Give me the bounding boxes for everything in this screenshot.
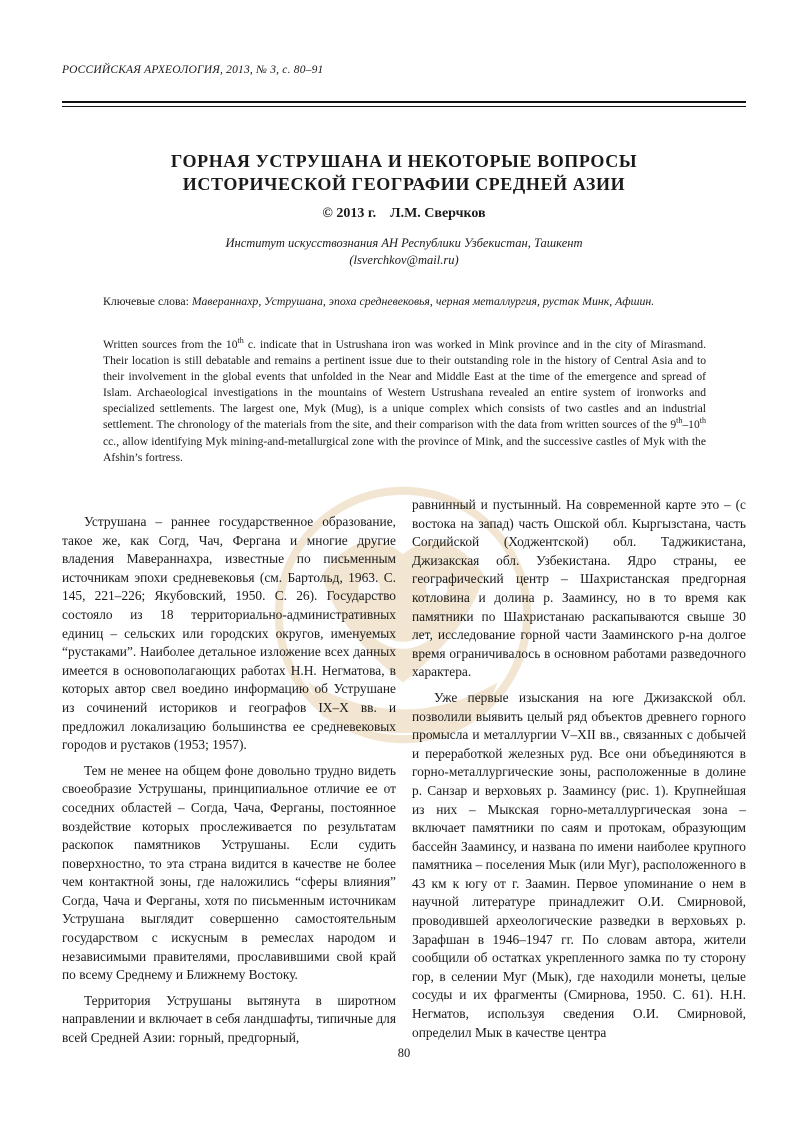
abstract-part-4: cc., allow identifying Myk mining-and-metallurgical zone with the province of Mink, and the successive castles of Myk with the Afshin’s fortress. bbox=[103, 434, 706, 464]
body-column-right bbox=[412, 496, 746, 1049]
abstract-sup-2: th bbox=[676, 416, 683, 426]
body-paragraph: Территория Уструшаны вытянута в широтном направлении и включает в себя ландшафты, типичные для всей Средней Азии: горный, предгорный, bbox=[62, 992, 396, 1046]
author-email[interactable]: (lsverchkov@mail.ru) bbox=[349, 253, 459, 267]
title-line-1: ГОРНАЯ УСТРУШАНА И НЕКОТОРЫЕ ВОПРОСЫ bbox=[170, 151, 638, 171]
keywords-label: Ключевые слова: bbox=[103, 294, 189, 308]
page-number: 80 bbox=[397, 1046, 411, 1060]
keywords bbox=[103, 293, 706, 309]
author-name: Л.М. Сверчков bbox=[390, 206, 486, 221]
abstract bbox=[103, 337, 706, 466]
abstract-part-3: –10 bbox=[682, 418, 700, 432]
abstract-sup-3: th bbox=[699, 416, 706, 426]
body-paragraph: Уструшана – раннее государственное образование, такое же, как Согд, Чач, Фергана и многие другие владения Мавераннахра, известные по письменным источникам эпохи средневековья (см. Бартольд, 1963. С. 145, 221–226; Якубовский, 1950. С. 26). Государство состояло из 18 территориально-административных единиц – сельских или городских округов, именуемых “рустаками”. Наиболее детальное изложение всех данных имеется в основополагающих работах Н.Н. Негматова, в которых автор свел воедино информацию об Уструшане из сочинений историков и географов IX–X вв. и предложил локализацию большинства ее средневековых городов и рустаков (1953; 1957). bbox=[62, 514, 396, 753]
keywords-text: Мавераннахр, Уструшана, эпоха средневековья, черная металлургия, рустак Минк, Афшин. bbox=[191, 294, 655, 308]
article-title bbox=[62, 150, 746, 196]
header-rule-thin bbox=[62, 106, 746, 107]
abstract-sup-1: th bbox=[237, 336, 244, 346]
body-paragraph: Уже первые изыскания на юге Джизакской обл. позволили выявить целый ряд объектов древнего горного промысла и металлургии V–XII вв., связанных с добычей и переработкой железных руд. Все они объединяются в горно-металлургические зоны, расположенные в долине р. Санзар и верховьях р. Зааминсу (рис. 1). Крупнейшая из них – Мыкская горно-металлургическая зона – включает памятники по саям и протокам, образующим бассейн Зааминсу, и названа по имени наиболее крупного памятника – поселения Мык (или Муг), расположенного в 43 км к югу от г. Заамин. Первое упоминание о нем в научной литературе принадлежит О.И. Смирновой, проводившей археологические разведки в верховьях р. Зарафшан в 1946–1947 гг. По словам автора, жители сообщили об остатках укрепленного замка по ту сторону гор, в селении Муг (Мык), где находили монеты, целые сосуды и их фрагменты (Смирнова, 1950. С. 61). Н.Н. Негматов, используя сведения О.И. Смирновой, определил Мык в качестве центра bbox=[412, 689, 746, 1040]
header-rule-thick bbox=[62, 101, 746, 103]
title-line-2: ИСТОРИЧЕСКОЙ ГЕОГРАФИИ СРЕДНЕЙ АЗИИ bbox=[182, 174, 626, 194]
body-paragraph: равнинный и пустынный. На современной карте это – (с востока на запад) часть Ошской обл. Кыргызстана, часть Согдийской (Ходжентской) обл. Таджикистана, Джизакская обл. Узбекистана. Ядро страны, ее географический центр – Шахристанская предгорная котловина и долина р. Зааминсу, но в то время как памятники по Шахристанаю раскапываются свыше 30 лет, исследование горной части Зааминского р-на долгое время ограничивалось в основном работами разведочного характера. bbox=[412, 497, 746, 680]
author-line bbox=[62, 206, 746, 222]
affiliation: Институт искусствознания АН Республики Узбекистан, Ташкент bbox=[225, 236, 583, 250]
copyright: © 2013 г. bbox=[322, 206, 377, 221]
affiliation-block bbox=[62, 235, 746, 269]
running-head: РОССИЙСКАЯ АРХЕОЛОГИЯ, 2013, № 3, с. 80–91 bbox=[62, 64, 324, 76]
body-paragraph: Тем не менее на общем фоне довольно трудно видеть своеобразие Уструшаны, принципиальное отличие ее от соседних областей – Согда, Чача, Ферганы, постоянное воздействие которых прослеживается по результатам раскопок памятников Уструшаны. Если судить поверхностно, то эта страна видится в качестве не более чем контактной зоны, где наложились “сферы влияния” Согда, Чача и Ферганы, хотя по письменным источникам Уструшана выглядит совершенно самостоятельным государством с искусным в ремеслах народом и независимыми правителями, прославившими свой край по всему Среднему и Ближнему Востоку. bbox=[62, 762, 396, 983]
abstract-part-2: c. indicate that in Ustrushana iron was worked in Mink province and in the city of Mirasmand. Their location is still debatable and remains a pertinent issue due to their outstanding role in the history of Central Asia and to their involvement in the global events that unfolded in the Near and Middle East at the time of the emergence and spread of Islam. Archaeological investigations in the mountains of Western Ustrushana revealed an entire system of ironworks and specialized settlements. The largest one, Myk (Mug), is a unique complex which consists of two castles and an industrial settlement. The chronology of the materials from the site, and their comparison with the data from written sources of the 9 bbox=[103, 338, 706, 432]
body-column-left bbox=[62, 513, 396, 1055]
abstract-part-1: Written sources from the 10 bbox=[103, 338, 238, 351]
